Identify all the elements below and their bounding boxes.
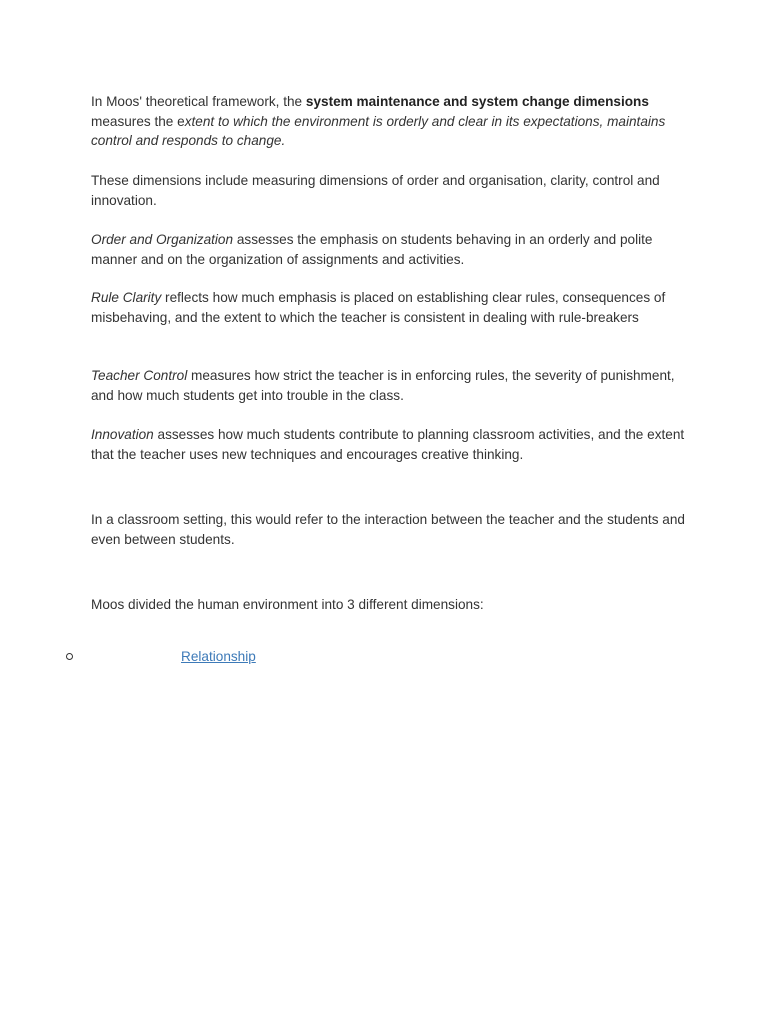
italic-term: Rule Clarity <box>91 290 162 305</box>
relationship-link[interactable]: Relationship <box>181 649 256 664</box>
paragraph-moos-dimensions <box>91 595 691 615</box>
text-segment: These dimensions include measuring dimensions of order and organisation, clarity, control and innovation. <box>91 173 660 208</box>
italic-term: Order and Organization <box>91 232 234 247</box>
bold-term: system maintenance and system change dimensions <box>305 94 649 109</box>
paragraph-order-organization <box>91 230 691 269</box>
italic-term: Innovation <box>91 427 154 442</box>
dimensions-list <box>0 647 768 669</box>
paragraph-system-dimensions <box>91 92 691 151</box>
text-segment: assesses the emphasis on students behaving in an orderly and polite manner and on the organization of assignments and activities. <box>91 232 653 267</box>
text-segment: In a classroom setting, this would refer to the interaction between the teacher and the students and even between students. <box>91 512 685 547</box>
paragraph-dimensions-include <box>91 171 691 210</box>
text-segment: In Moos' theoretical framework, the <box>91 94 306 109</box>
text-segment: reflects how much emphasis is placed on establishing clear rules, consequences of misbehaving, and the extent to which the teacher is consistent in dealing with rule-breakers <box>91 290 666 325</box>
italic-definition: xtent to which the environment is orderly and clear in its expectations, maintains control and responds to change. <box>91 113 666 149</box>
text-segment: assesses how much students contribute to planning classroom activities, and the extent that the teacher uses new techniques and encourages creative thinking. <box>91 427 685 462</box>
text-segment: measures the e <box>91 113 185 129</box>
italic-term: Teacher Control <box>91 368 188 383</box>
paragraph-classroom-setting <box>91 510 691 549</box>
paragraph-rule-clarity <box>91 288 691 327</box>
paragraph-teacher-control <box>91 366 691 405</box>
text-segment: Moos divided the human environment into 3 different dimensions: <box>91 597 484 612</box>
paragraph-innovation <box>91 425 691 464</box>
text-segment: measures how strict the teacher is in enforcing rules, the severity of punishment, and how much students get into trouble in the class. <box>91 368 675 403</box>
hollow-circle-bullet-icon <box>66 653 73 660</box>
